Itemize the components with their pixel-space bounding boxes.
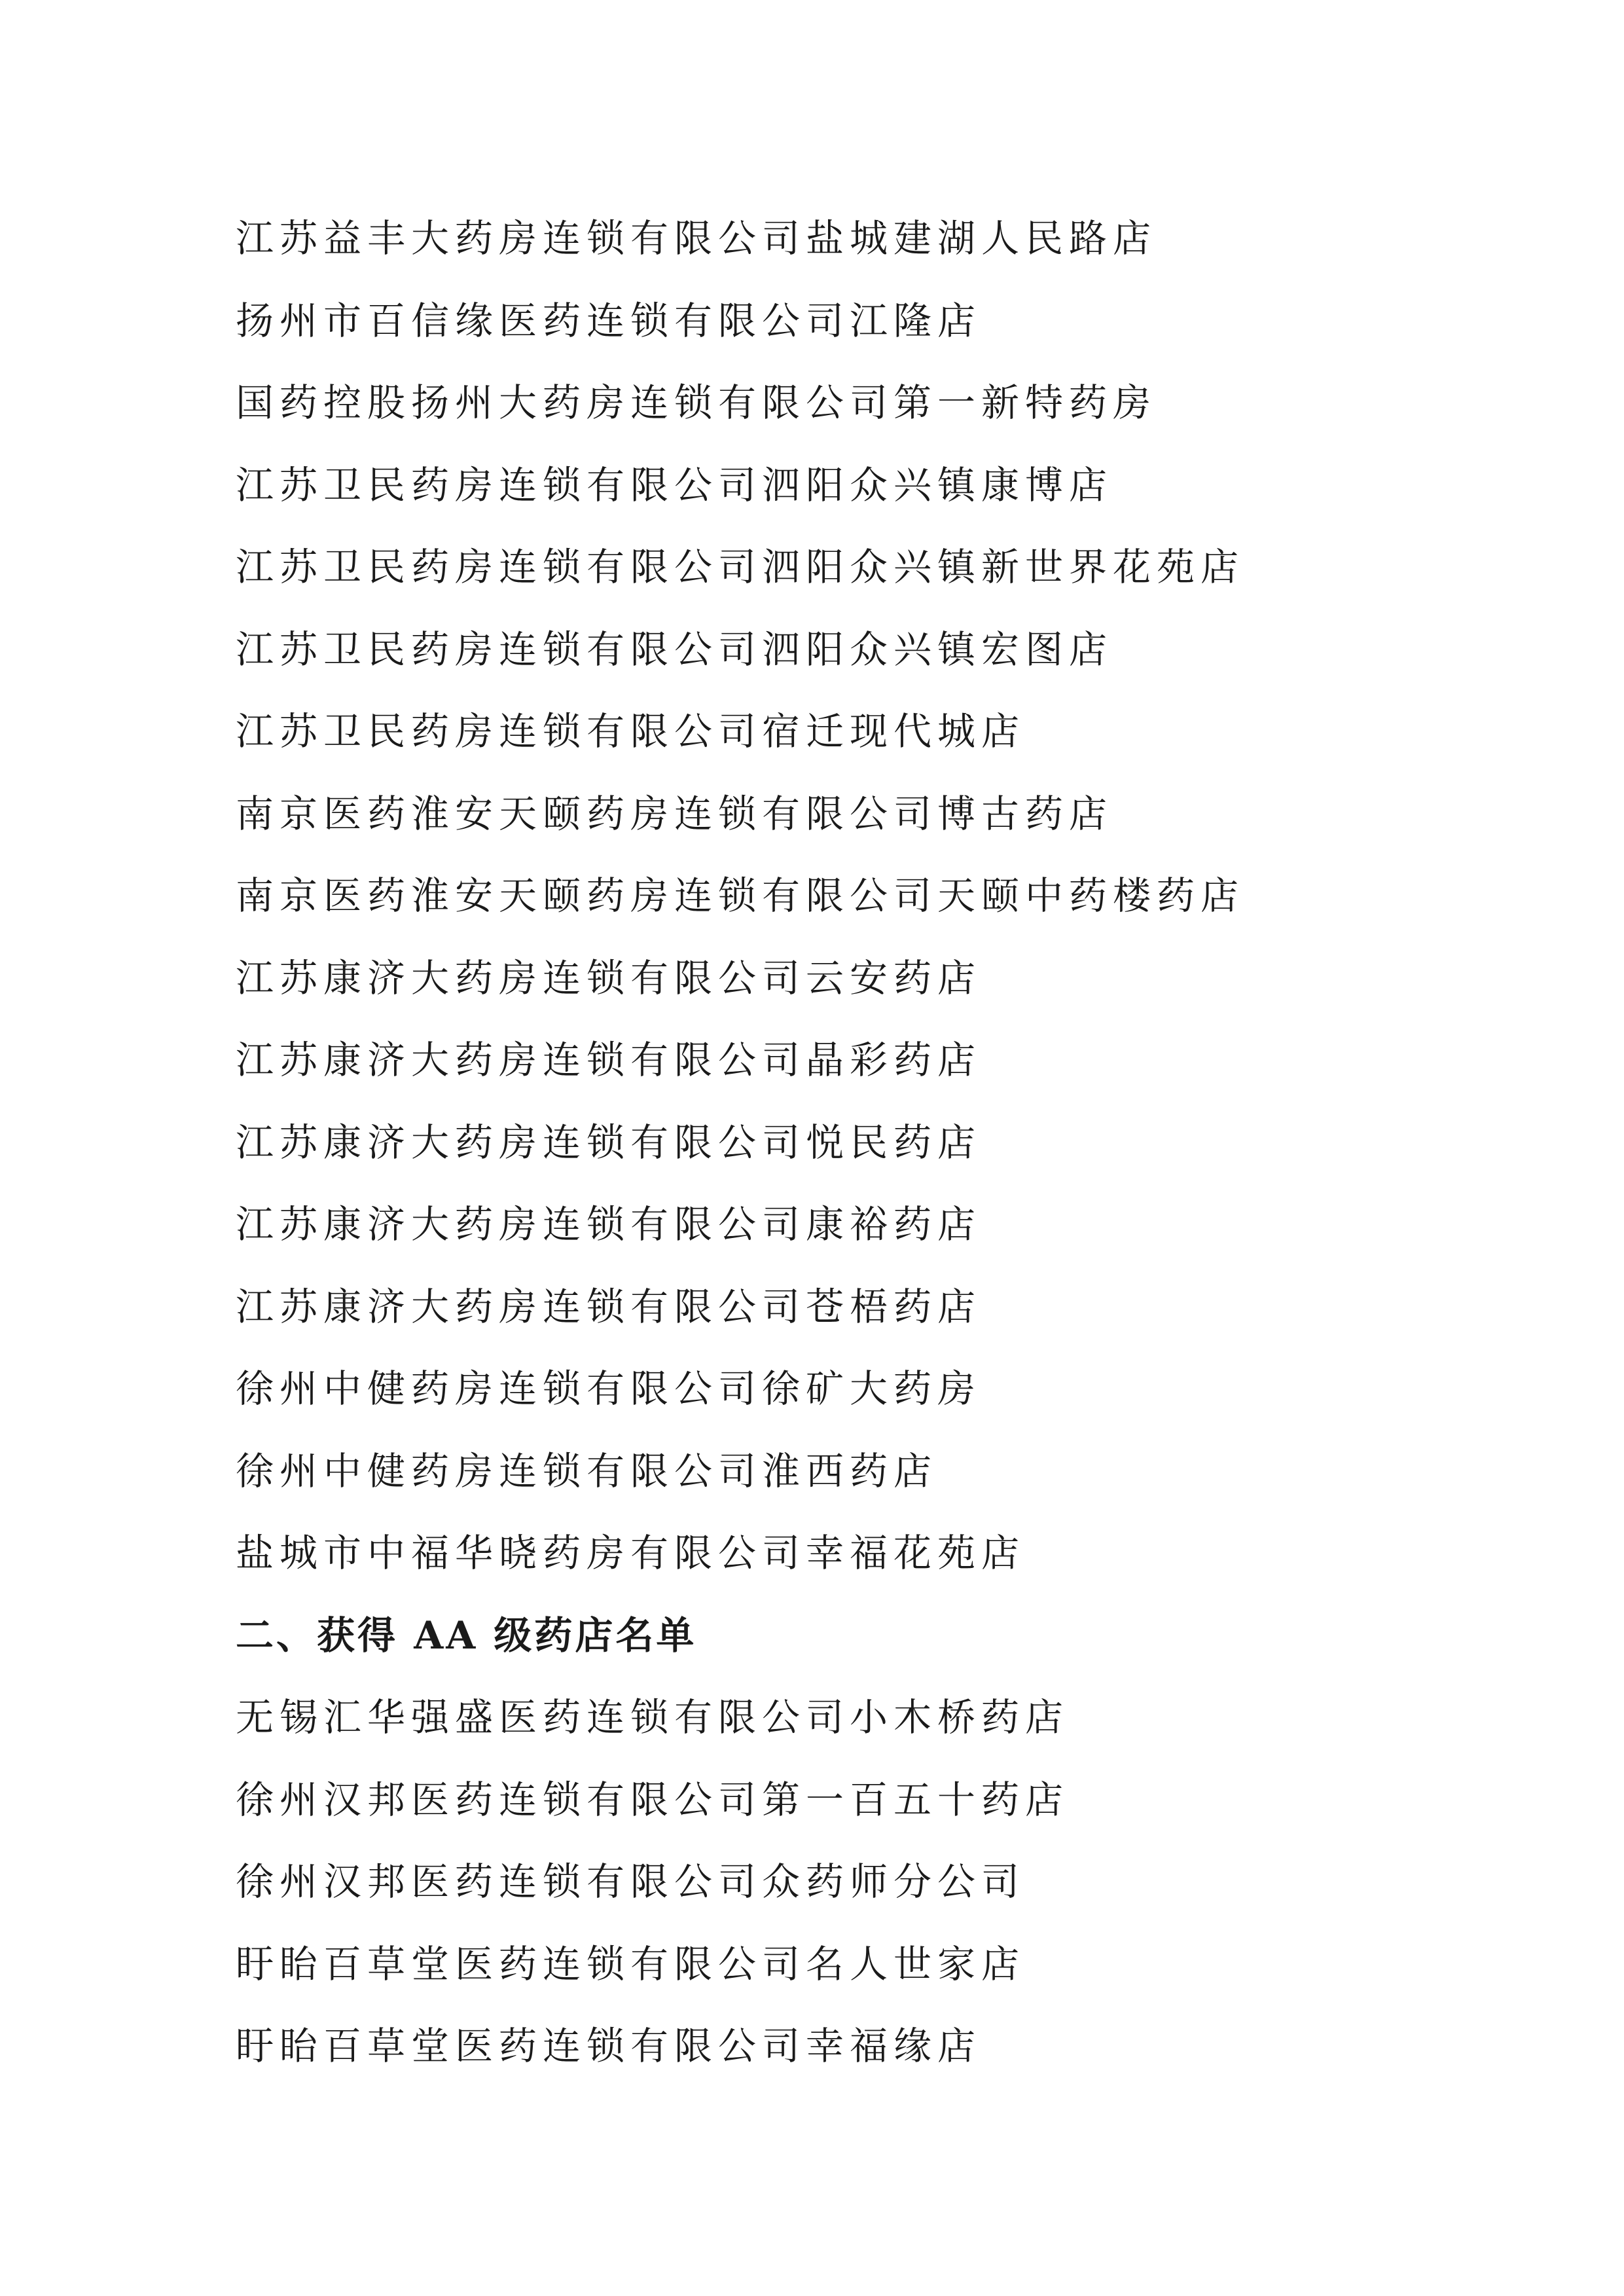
list-item: 江苏康济大药房连锁有限公司悦民药店 xyxy=(236,1120,982,1165)
list-item: 南京医药淮安天颐药房连锁有限公司博古药店 xyxy=(236,791,1113,836)
list-item: 江苏康济大药房连锁有限公司康裕药店 xyxy=(236,1202,982,1247)
list-item: 徐州中健药房连锁有限公司淮西药店 xyxy=(236,1448,938,1493)
list-item: 徐州中健药房连锁有限公司徐矿大药房 xyxy=(236,1366,982,1411)
list-item: 江苏益丰大药房连锁有限公司盐城建湖人民路店 xyxy=(236,216,1157,261)
list-item: 南京医药淮安天颐药房连锁有限公司天颐中药楼药店 xyxy=(236,873,1245,918)
pharmacy-list xyxy=(236,198,1479,2088)
list-item: 江苏卫民药房连锁有限公司宿迁现代城店 xyxy=(236,709,1026,754)
list-item: 江苏康济大药房连锁有限公司云安药店 xyxy=(236,955,982,1000)
list-item: 江苏卫民药房连锁有限公司泗阳众兴镇新世界花苑店 xyxy=(236,545,1245,589)
list-item: 徐州汉邦医药连锁有限公司第一百五十药店 xyxy=(236,1777,1070,1822)
list-item: 江苏卫民药房连锁有限公司泗阳众兴镇宏图店 xyxy=(236,627,1113,672)
list-item: 盱眙百草堂医药连锁有限公司幸福缘店 xyxy=(236,2024,982,2068)
list-item: 国药控股扬州大药房连锁有限公司第一新特药房 xyxy=(236,380,1157,425)
section-heading: 二、获得 AA 级药店名单 xyxy=(236,1613,697,1658)
list-item: 江苏康济大药房连锁有限公司苍梧药店 xyxy=(236,1284,982,1329)
list-item: 扬州市百信缘医药连锁有限公司江隆店 xyxy=(236,298,982,343)
list-item: 江苏卫民药房连锁有限公司泗阳众兴镇康博店 xyxy=(236,462,1113,507)
list-item: 无锡汇华强盛医药连锁有限公司小木桥药店 xyxy=(236,1695,1070,1740)
list-item: 徐州汉邦医药连锁有限公司众药师分公司 xyxy=(236,1859,1026,1904)
list-item: 盐城市中福华晓药房有限公司幸福花苑店 xyxy=(236,1531,1026,1575)
list-item: 盱眙百草堂医药连锁有限公司名人世家店 xyxy=(236,1941,1026,1986)
list-item: 江苏康济大药房连锁有限公司晶彩药店 xyxy=(236,1038,982,1082)
